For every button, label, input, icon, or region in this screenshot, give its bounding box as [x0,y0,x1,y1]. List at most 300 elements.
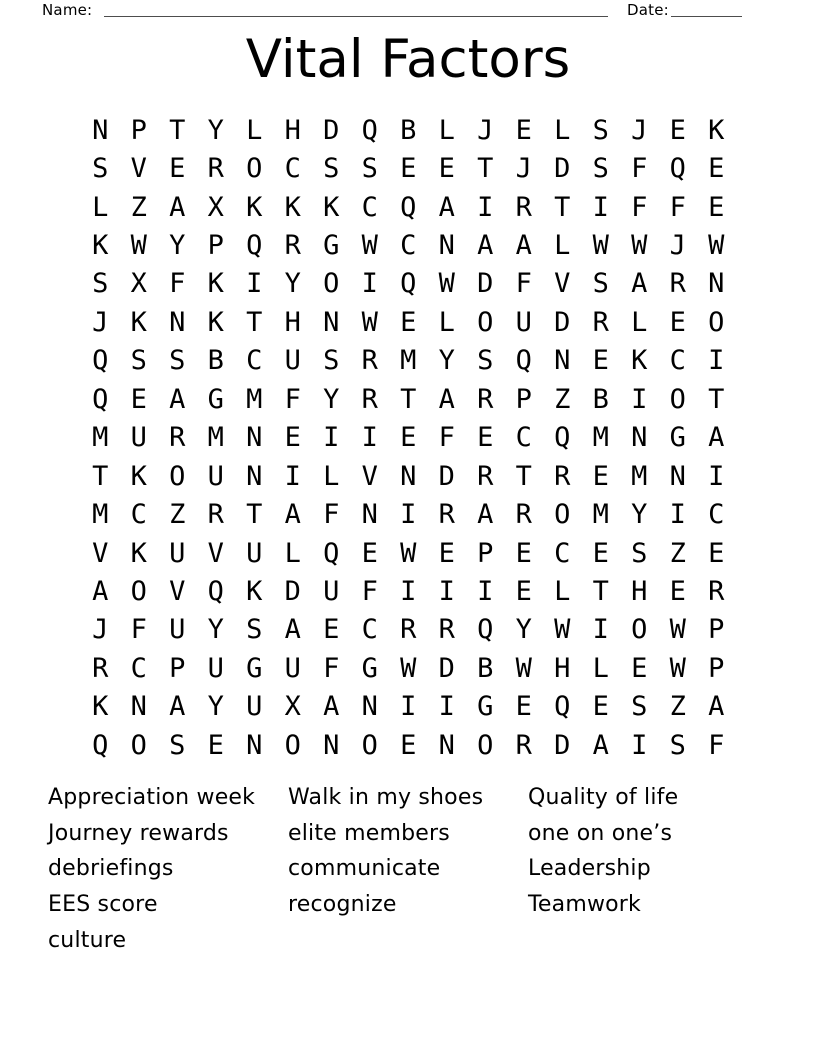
grid-cell: R [438,499,455,531]
grid-cell: Z [554,383,571,415]
grid-cell: M [592,499,609,531]
grid-cell: E [669,306,686,338]
grid-cell: I [361,268,378,300]
grid-cell: X [130,268,147,300]
grid-cell: G [669,422,686,454]
grid-cell: J [92,306,109,338]
grid-cell: E [592,345,609,377]
grid-cell: Y [284,268,301,300]
grid-cell: O [669,383,686,415]
grid-cell: O [477,306,494,338]
word-list-item: culture [48,927,127,953]
grid-cell: C [708,499,725,531]
grid-cell: M [92,499,109,531]
grid-cell: I [708,460,725,492]
grid-cell: R [554,460,571,492]
grid-cell: Q [207,575,224,607]
grid-cell: C [284,153,301,185]
grid-cell: B [592,383,609,415]
grid-cell: A [592,729,609,761]
grid-cell: V [207,537,224,569]
grid-cell: L [284,537,301,569]
grid-cell: A [284,614,301,646]
grid-cell: N [323,729,340,761]
grid-cell: B [207,345,224,377]
grid-cell: A [169,191,186,223]
grid-cell: T [246,499,263,531]
grid-cell: S [592,114,609,146]
grid-cell: G [361,652,378,684]
grid-cell: R [669,268,686,300]
grid-cell: N [438,729,455,761]
grid-cell: L [92,191,109,223]
grid-cell: E [207,729,224,761]
grid-cell: I [477,191,494,223]
grid-cell: S [592,153,609,185]
grid-cell: F [438,422,455,454]
grid-cell: S [361,153,378,185]
grid-cell: T [554,191,571,223]
grid-cell: S [323,345,340,377]
grid-cell: I [400,575,417,607]
grid-cell: O [477,729,494,761]
grid-cell: I [477,575,494,607]
grid-cell: N [361,691,378,723]
grid-cell: P [708,614,725,646]
word-list-item: communicate [288,856,441,882]
grid-cell: N [361,499,378,531]
grid-cell: A [477,499,494,531]
grid-cell: V [130,153,147,185]
word-list-item: Quality of life [528,785,679,810]
grid-cell: O [169,460,186,492]
name-label: Name: [42,1,93,19]
word-list-item: Journey rewards [48,820,229,846]
grid-cell: E [361,537,378,569]
grid-cell: S [92,268,109,300]
grid-cell: C [246,345,263,377]
grid-cell: F [708,729,725,761]
grid-cell: N [130,691,147,723]
grid-cell: E [130,383,147,415]
grid-cell: E [400,422,417,454]
grid-cell: I [438,575,455,607]
grid-cell: H [284,306,301,338]
grid-cell: P [477,537,494,569]
grid-cell: N [92,114,109,146]
grid-cell: N [323,306,340,338]
grid-cell: L [554,114,571,146]
grid-cell: U [169,614,186,646]
grid-cell: Z [169,499,186,531]
grid-cell: A [631,268,648,300]
grid-cell: E [284,422,301,454]
grid-cell: T [400,383,417,415]
grid-cell: C [130,499,147,531]
grid-cell: N [631,422,648,454]
grid-cell: X [284,691,301,723]
grid-cell: W [400,537,417,569]
grid-cell: M [207,422,224,454]
grid-cell: M [400,345,417,377]
grid-cell: R [361,383,378,415]
grid-cell: O [246,153,263,185]
grid-cell: A [169,383,186,415]
grid-cell: E [400,153,417,185]
grid-cell: Q [477,614,494,646]
grid-cell: S [92,153,109,185]
word-list-item: one on one’s [528,820,673,846]
word-list-item: debriefings [48,856,174,882]
grid-cell: D [477,268,494,300]
grid-cell: H [554,652,571,684]
grid-cell: W [708,230,725,262]
grid-cell: F [631,153,648,185]
grid-cell: R [92,652,109,684]
grid-cell: O [323,268,340,300]
grid-cell: R [361,345,378,377]
grid-cell: N [438,230,455,262]
grid-cell: E [631,652,648,684]
grid-cell: Q [323,537,340,569]
grid-cell: S [592,268,609,300]
grid-cell: S [169,345,186,377]
grid-cell: A [708,691,725,723]
grid-cell: L [592,652,609,684]
grid-cell: S [669,729,686,761]
grid-cell: F [515,268,532,300]
grid-cell: E [515,575,532,607]
grid-cell: O [130,729,147,761]
grid-cell: D [323,114,340,146]
word-list-item: EES score [48,892,158,918]
grid-cell: K [323,191,340,223]
grid-cell: S [169,729,186,761]
grid-cell: J [515,153,532,185]
grid-cell: E [323,614,340,646]
word-list-column [288,780,528,959]
grid-cell: E [515,691,532,723]
grid-cell: W [515,652,532,684]
grid-cell: N [554,345,571,377]
grid-cell: W [400,652,417,684]
grid-cell: W [361,230,378,262]
grid-cell: U [246,691,263,723]
grid-cell: U [284,652,301,684]
grid-cell: J [669,230,686,262]
grid-cell: E [515,537,532,569]
grid-cell: E [592,691,609,723]
grid-cell: I [246,268,263,300]
grid-cell: U [323,575,340,607]
grid-cell: D [438,652,455,684]
grid-cell: Y [438,345,455,377]
grid-cell: R [515,499,532,531]
grid-cell: I [592,191,609,223]
grid-cell: K [708,114,725,146]
grid-cell: K [631,345,648,377]
grid-cell: R [169,422,186,454]
word-search-grid [81,111,736,764]
grid-cell: N [669,460,686,492]
grid-cell: E [669,575,686,607]
grid-cell: E [169,153,186,185]
grid-cell: W [669,652,686,684]
grid-cell: N [246,729,263,761]
word-list [48,780,768,959]
grid-cell: L [631,306,648,338]
grid-cell: H [631,575,648,607]
grid-cell: L [554,230,571,262]
grid-cell: J [631,114,648,146]
grid-cell: I [361,422,378,454]
grid-cell: S [323,153,340,185]
grid-cell: J [92,614,109,646]
grid-cell: R [515,191,532,223]
grid-cell: E [438,153,455,185]
grid-cell: F [323,499,340,531]
grid-cell: T [708,383,725,415]
grid-cell: K [130,537,147,569]
date-label: Date: [627,1,669,19]
grid-cell: L [438,306,455,338]
grid-cell: D [438,460,455,492]
grid-cell: K [207,306,224,338]
grid-cell: N [708,268,725,300]
grid-cell: K [246,575,263,607]
grid-cell: Q [400,268,417,300]
grid-cell: O [631,614,648,646]
grid-cell: O [554,499,571,531]
grid-cell: A [477,230,494,262]
grid-cell: E [592,460,609,492]
grid-cell: T [515,460,532,492]
grid-cell: Q [515,345,532,377]
grid-cell: W [592,230,609,262]
grid-cell: E [400,306,417,338]
grid-cell: E [400,729,417,761]
grid-cell: J [477,114,494,146]
name-blank-line [104,0,608,17]
grid-cell: E [515,114,532,146]
grid-cell: V [169,575,186,607]
grid-cell: R [284,230,301,262]
grid-cell: S [130,345,147,377]
grid-cell: Q [554,422,571,454]
grid-cell: Q [400,191,417,223]
grid-cell: R [477,460,494,492]
word-list-column [528,780,768,959]
grid-cell: F [631,191,648,223]
grid-cell: T [92,460,109,492]
grid-cell: C [361,191,378,223]
grid-cell: A [284,499,301,531]
grid-cell: Q [92,383,109,415]
grid-cell: F [284,383,301,415]
grid-cell: A [515,230,532,262]
grid-cell: G [323,230,340,262]
grid-cell: Y [631,499,648,531]
grid-cell: O [708,306,725,338]
grid-cell: W [669,614,686,646]
grid-cell: R [592,306,609,338]
grid-cell: Q [669,153,686,185]
grid-cell: I [400,499,417,531]
grid-cell: R [207,153,224,185]
grid-cell: T [246,306,263,338]
grid-cell: I [400,691,417,723]
grid-cell: R [207,499,224,531]
grid-cell: M [246,383,263,415]
grid-cell: K [130,306,147,338]
grid-cell: Y [323,383,340,415]
grid-cell: E [477,422,494,454]
grid-cell: C [669,345,686,377]
grid-cell: C [554,537,571,569]
grid-cell: Y [207,691,224,723]
grid-cell: N [400,460,417,492]
grid-cell: I [323,422,340,454]
grid-cell: S [631,691,648,723]
grid-cell: K [92,691,109,723]
grid-cell: F [130,614,147,646]
grid-cell: U [169,537,186,569]
grid-cell: Y [207,114,224,146]
word-list-item: recognize [288,892,397,918]
grid-cell: R [438,614,455,646]
puzzle-title: Vital Factors [245,29,571,90]
grid-cell: R [400,614,417,646]
grid-cell: X [207,191,224,223]
grid-cell: I [631,729,648,761]
grid-cell: U [207,652,224,684]
grid-cell: G [246,652,263,684]
grid-cell: C [400,230,417,262]
grid-cell: O [361,729,378,761]
grid-cell: I [438,691,455,723]
grid-cell: F [361,575,378,607]
grid-cell: A [708,422,725,454]
grid-cell: U [246,537,263,569]
grid-cell: A [169,691,186,723]
grid-cell: M [631,460,648,492]
grid-cell: I [592,614,609,646]
grid-cell: P [169,652,186,684]
grid-cell: K [207,268,224,300]
grid-cell: G [207,383,224,415]
word-list-item: Appreciation week [48,785,256,810]
word-list-item: Leadership [528,856,651,882]
grid-cell: T [592,575,609,607]
grid-cell: U [130,422,147,454]
grid-cell: Z [130,191,147,223]
date-blank-line [671,0,742,17]
grid-cell: W [631,230,648,262]
grid-cell: E [708,191,725,223]
grid-cell: P [207,230,224,262]
grid-cell: Q [92,729,109,761]
grid-cell: B [400,114,417,146]
grid-cell: Y [207,614,224,646]
grid-cell: U [284,345,301,377]
grid-cell: R [515,729,532,761]
grid-cell: V [361,460,378,492]
grid-cell: N [169,306,186,338]
grid-cell: M [592,422,609,454]
grid-cell: H [284,114,301,146]
grid-cell: L [554,575,571,607]
grid-cell: P [130,114,147,146]
grid-cell: K [130,460,147,492]
grid-cell: I [708,345,725,377]
grid-cell: C [130,652,147,684]
grid-cell: O [284,729,301,761]
grid-cell: P [515,383,532,415]
word-list-item: Teamwork [528,892,641,918]
grid-cell: Q [361,114,378,146]
grid-cell: W [130,230,147,262]
grid-cell: L [323,460,340,492]
grid-cell: U [207,460,224,492]
grid-cell: Q [246,230,263,262]
grid-cell: E [708,153,725,185]
grid-cell: S [477,345,494,377]
word-list-item: Walk in my shoes [288,785,484,810]
grid-cell: N [246,460,263,492]
grid-cell: R [477,383,494,415]
grid-cell: U [515,306,532,338]
grid-cell: W [361,306,378,338]
word-list-item: elite members [288,820,450,846]
grid-cell: C [515,422,532,454]
grid-cell: S [631,537,648,569]
grid-cell: D [284,575,301,607]
grid-cell: P [708,652,725,684]
grid-cell: W [554,614,571,646]
grid-cell: T [169,114,186,146]
grid-cell: I [631,383,648,415]
grid-cell: A [438,383,455,415]
grid-cell: D [554,729,571,761]
grid-cell: S [246,614,263,646]
grid-cell: E [438,537,455,569]
grid-cell: M [92,422,109,454]
grid-cell: L [438,114,455,146]
grid-cell: N [246,422,263,454]
grid-cell: E [592,537,609,569]
grid-cell: Z [669,691,686,723]
grid-cell: D [554,153,571,185]
grid-cell: E [669,114,686,146]
grid-cell: T [477,153,494,185]
grid-cell: F [169,268,186,300]
grid-cell: G [477,691,494,723]
grid-cell: Y [169,230,186,262]
grid-cell: V [92,537,109,569]
grid-cell: F [669,191,686,223]
grid-cell: A [323,691,340,723]
grid-cell: I [284,460,301,492]
grid-cell: V [554,268,571,300]
grid-cell: A [92,575,109,607]
grid-cell: A [438,191,455,223]
grid-cell: Q [92,345,109,377]
grid-cell: O [130,575,147,607]
grid-cell: K [284,191,301,223]
grid-cell: B [477,652,494,684]
grid-cell: C [361,614,378,646]
grid-cell: Q [554,691,571,723]
